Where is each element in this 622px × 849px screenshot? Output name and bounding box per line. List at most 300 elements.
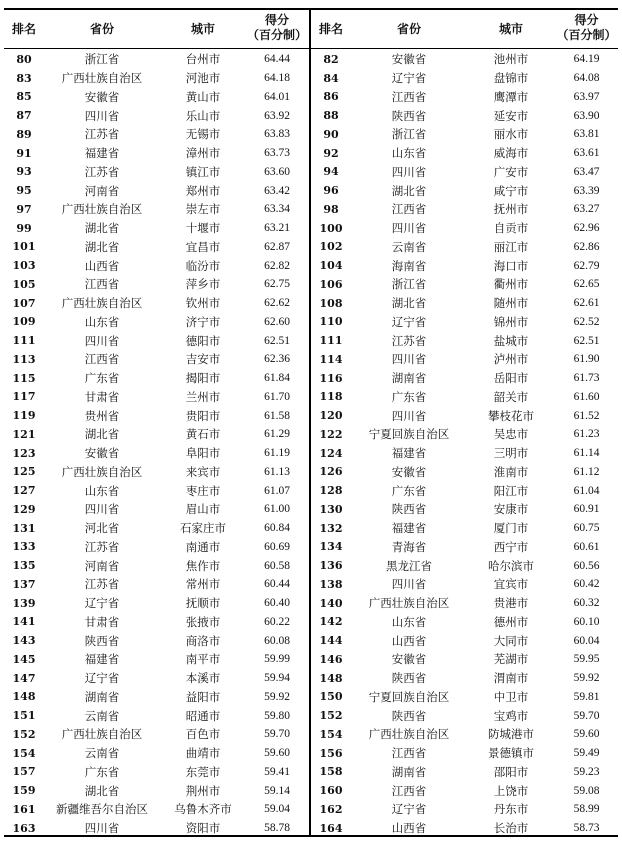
left-rank-cell: 143 <box>12 634 36 648</box>
left-province-cell: 湖北省 <box>84 239 120 254</box>
right-province-cell: 安徽省 <box>391 652 427 667</box>
left-city-cell: 南通市 <box>185 539 221 554</box>
right-city-cell: 池州市 <box>493 52 529 67</box>
left-province-cell: 福建省 <box>84 652 120 667</box>
left-score-cell: 59.04 <box>264 803 290 816</box>
right-city-cell: 西宁市 <box>493 539 529 554</box>
left-score-cell: 61.84 <box>264 372 290 385</box>
right-rank-cell: 108 <box>319 296 343 310</box>
right-score-cell: 62.79 <box>573 259 600 272</box>
left-rank-cell: 111 <box>12 334 36 348</box>
right-rank-cell: 90 <box>323 127 339 141</box>
right-city-cell: 贵港市 <box>493 596 529 611</box>
right-city-cell: 景德镇市 <box>488 746 534 761</box>
left-province-cell: 山东省 <box>84 483 120 498</box>
right-city-cell: 宜宾市 <box>493 577 529 592</box>
table-row <box>4 350 618 369</box>
right-province-cell: 福建省 <box>391 521 427 536</box>
left-province-cell: 甘肃省 <box>84 614 120 629</box>
table-row <box>4 406 618 425</box>
left-score-cell: 62.36 <box>264 353 290 366</box>
left-province-cell: 云南省 <box>84 708 120 723</box>
left-score-cell: 63.42 <box>264 184 290 197</box>
left-rank-cell: 117 <box>12 390 36 404</box>
left-province-cell: 山西省 <box>84 258 120 273</box>
left-rank-cell: 91 <box>16 146 32 160</box>
left-score-cell: 61.00 <box>264 503 290 516</box>
left-score-cell: 62.60 <box>264 315 290 328</box>
right-province-cell: 江西省 <box>391 89 427 104</box>
left-province-cell: 新疆维吾尔自治区 <box>56 802 148 817</box>
right-score-cell: 61.04 <box>573 484 600 497</box>
left-province-cell: 广东省 <box>84 764 120 779</box>
right-rank-cell: 140 <box>319 596 343 610</box>
right-rank-cell: 86 <box>323 90 339 104</box>
left-rank-cell: 147 <box>12 671 36 685</box>
right-city-cell: 随州市 <box>493 296 529 311</box>
right-city-cell: 自贡市 <box>493 221 529 236</box>
left-city-cell: 张掖市 <box>185 614 221 629</box>
right-rank-cell: 116 <box>319 371 343 385</box>
table-row <box>4 106 618 125</box>
right-rank-cell: 144 <box>319 634 343 648</box>
right-province-cell: 安徽省 <box>391 52 427 67</box>
right-score-cell: 62.52 <box>573 315 600 328</box>
right-score-cell: 64.08 <box>573 72 600 85</box>
left-city-cell: 商洛市 <box>185 633 221 648</box>
right-rank-cell: 160 <box>319 784 343 798</box>
right-score-cell: 63.61 <box>573 147 600 160</box>
right-province-cell: 福建省 <box>391 446 427 461</box>
right-city-cell: 丹东市 <box>493 802 529 817</box>
header-score-label: 得分 <box>264 13 289 27</box>
left-score-cell: 59.14 <box>264 784 290 797</box>
left-city-cell: 济宁市 <box>185 314 221 329</box>
right-province-cell: 云南省 <box>391 239 427 254</box>
right-city-cell: 海口市 <box>493 258 529 273</box>
right-rank-cell: 146 <box>319 652 343 666</box>
right-city-cell: 韶关市 <box>493 389 529 404</box>
right-province-cell: 辽宁省 <box>391 71 427 86</box>
table-row <box>4 200 618 219</box>
right-province-cell: 四川省 <box>391 221 427 236</box>
right-city-cell: 长治市 <box>493 821 529 836</box>
left-province-cell: 江苏省 <box>84 127 120 142</box>
table-row <box>4 313 618 332</box>
left-rank-cell: 85 <box>16 90 32 104</box>
left-rank-cell: 137 <box>12 577 36 591</box>
left-score-cell: 63.83 <box>264 128 290 141</box>
left-rank-cell: 154 <box>12 746 36 760</box>
header-score-label: 得分 <box>574 13 599 27</box>
right-province-cell: 广西壮族自治区 <box>368 596 450 611</box>
left-score-cell: 61.70 <box>264 390 290 403</box>
left-rank-cell: 103 <box>12 259 36 273</box>
right-city-cell: 上饶市 <box>493 783 529 798</box>
right-score-cell: 59.60 <box>573 728 600 741</box>
left-province-cell: 贵州省 <box>84 408 120 423</box>
left-rank-cell: 107 <box>12 296 36 310</box>
left-province-cell: 四川省 <box>84 502 120 517</box>
table-row <box>4 800 618 819</box>
right-score-cell: 62.61 <box>573 297 600 310</box>
left-province-cell: 河南省 <box>84 558 120 573</box>
right-province-cell: 江苏省 <box>391 333 427 348</box>
left-city-cell: 来宾市 <box>185 464 221 479</box>
right-score-cell: 63.81 <box>573 128 600 141</box>
header-score-right <box>555 10 618 46</box>
left-rank-cell: 83 <box>16 71 32 85</box>
right-city-cell: 延安市 <box>493 108 529 123</box>
right-score-cell: 60.91 <box>573 503 600 516</box>
left-score-cell: 61.13 <box>264 465 290 478</box>
table-row <box>4 481 618 500</box>
left-province-cell: 河北省 <box>84 521 120 536</box>
left-province-cell: 浙江省 <box>84 52 120 67</box>
right-province-cell: 陕西省 <box>391 502 427 517</box>
right-province-cell: 海南省 <box>391 258 427 273</box>
left-rank-cell: 163 <box>12 821 36 835</box>
right-rank-cell: 126 <box>319 465 343 479</box>
left-score-cell: 58.78 <box>264 822 290 835</box>
left-city-cell: 黄石市 <box>185 427 221 442</box>
left-city-cell: 宜昌市 <box>185 239 221 254</box>
right-score-cell: 61.14 <box>573 447 600 460</box>
right-city-cell: 德州市 <box>493 614 529 629</box>
left-score-cell: 62.62 <box>264 297 290 310</box>
right-province-cell: 湖北省 <box>391 183 427 198</box>
left-province-cell: 福建省 <box>84 146 120 161</box>
right-province-cell: 四川省 <box>391 352 427 367</box>
left-score-cell: 61.07 <box>264 484 290 497</box>
right-city-cell: 吴忠市 <box>493 427 529 442</box>
left-city-cell: 昭通市 <box>185 708 221 723</box>
right-province-cell: 湖南省 <box>391 371 427 386</box>
left-rank-cell: 115 <box>12 371 36 385</box>
left-score-cell: 59.60 <box>264 747 290 760</box>
table-row <box>4 444 618 463</box>
right-score-cell: 61.23 <box>573 428 600 441</box>
left-score-cell: 61.58 <box>264 409 290 422</box>
left-province-cell: 湖北省 <box>84 427 120 442</box>
table-row <box>4 669 618 688</box>
left-rank-cell: 152 <box>12 727 36 741</box>
table-row <box>4 463 618 482</box>
table-row <box>4 725 618 744</box>
right-city-cell: 岳阳市 <box>493 371 529 386</box>
left-score-cell: 59.41 <box>264 765 290 778</box>
header-score-unit: （百分制） <box>246 28 307 42</box>
right-score-cell: 60.75 <box>573 522 600 535</box>
right-rank-cell: 82 <box>323 52 339 66</box>
table-row <box>4 575 618 594</box>
right-rank-cell: 134 <box>319 540 343 554</box>
right-city-cell: 咸宁市 <box>493 183 529 198</box>
right-rank-cell: 106 <box>319 277 343 291</box>
right-province-cell: 山东省 <box>391 146 427 161</box>
left-rank-cell: 157 <box>12 765 36 779</box>
right-rank-cell: 94 <box>323 165 339 179</box>
header-score-unit: （百分制） <box>556 28 617 42</box>
right-province-cell: 湖北省 <box>391 296 427 311</box>
left-score-cell: 61.19 <box>264 447 290 460</box>
table-row <box>4 538 618 557</box>
left-province-cell: 江西省 <box>84 352 120 367</box>
right-city-cell: 防城港市 <box>488 727 534 742</box>
left-province-cell: 广西壮族自治区 <box>61 727 143 742</box>
right-score-cell: 63.97 <box>573 90 600 103</box>
left-score-cell: 63.92 <box>264 109 290 122</box>
right-score-cell: 58.73 <box>573 822 600 835</box>
right-score-cell: 59.81 <box>573 690 600 703</box>
right-rank-cell: 162 <box>319 802 343 816</box>
table-header <box>4 10 618 46</box>
table-row <box>4 88 618 107</box>
right-score-cell: 62.65 <box>573 278 600 291</box>
right-rank-cell: 132 <box>319 521 343 535</box>
table-row <box>4 744 618 763</box>
table-row <box>4 594 618 613</box>
left-city-cell: 抚顺市 <box>185 596 221 611</box>
right-score-cell: 61.90 <box>573 353 600 366</box>
left-city-cell: 乌鲁木齐市 <box>174 802 232 817</box>
left-province-cell: 江苏省 <box>84 577 120 592</box>
left-city-cell: 百色市 <box>185 727 221 742</box>
left-province-cell: 江苏省 <box>84 164 120 179</box>
right-score-cell: 60.10 <box>573 615 600 628</box>
left-rank-cell: 125 <box>12 465 36 479</box>
right-score-cell: 60.42 <box>573 578 600 591</box>
table-row <box>4 631 618 650</box>
table-row <box>4 650 618 669</box>
right-city-cell: 广安市 <box>493 164 529 179</box>
table-row <box>4 388 618 407</box>
table-row <box>4 556 618 575</box>
left-score-cell: 60.58 <box>264 559 290 572</box>
right-score-cell: 61.52 <box>573 409 600 422</box>
right-score-cell: 61.60 <box>573 390 600 403</box>
table-row <box>4 144 618 163</box>
left-rank-cell: 87 <box>16 109 32 123</box>
right-rank-cell: 136 <box>319 559 343 573</box>
left-province-cell: 四川省 <box>84 333 120 348</box>
right-province-cell: 广东省 <box>391 483 427 498</box>
left-city-cell: 曲靖市 <box>185 746 221 761</box>
left-rank-cell: 119 <box>12 409 36 423</box>
right-rank-cell: 142 <box>319 615 343 629</box>
left-city-cell: 石家庄市 <box>180 521 226 536</box>
right-rank-cell: 120 <box>319 409 343 423</box>
left-province-cell: 辽宁省 <box>84 596 120 611</box>
right-score-cell: 59.70 <box>573 709 600 722</box>
right-city-cell: 淮南市 <box>493 464 529 479</box>
left-rank-cell: 123 <box>12 446 36 460</box>
right-score-cell: 62.96 <box>573 222 600 235</box>
right-city-cell: 宝鸡市 <box>493 708 529 723</box>
right-province-cell: 黑龙江省 <box>386 558 432 573</box>
header-city-left: 城市 <box>190 21 215 36</box>
right-score-cell: 61.73 <box>573 372 600 385</box>
right-city-cell: 盘锦市 <box>493 71 529 86</box>
right-rank-cell: 110 <box>319 315 343 329</box>
left-rank-cell: 151 <box>12 709 36 723</box>
left-city-cell: 荆州市 <box>185 783 221 798</box>
right-city-cell: 三明市 <box>493 446 529 461</box>
right-score-cell: 58.99 <box>573 803 600 816</box>
left-rank-cell: 93 <box>16 165 32 179</box>
table-row <box>4 688 618 707</box>
right-score-cell: 59.95 <box>573 653 600 666</box>
left-province-cell: 湖北省 <box>84 221 120 236</box>
left-rank-cell: 159 <box>12 784 36 798</box>
left-score-cell: 61.29 <box>264 428 290 441</box>
right-city-cell: 渭南市 <box>493 671 529 686</box>
right-rank-cell: 148 <box>319 671 343 685</box>
right-province-cell: 陕西省 <box>391 108 427 123</box>
right-province-cell: 辽宁省 <box>391 314 427 329</box>
right-city-cell: 衢州市 <box>493 277 529 292</box>
right-province-cell: 山西省 <box>391 821 427 836</box>
left-province-cell: 江苏省 <box>84 539 120 554</box>
left-province-cell: 安徽省 <box>84 446 120 461</box>
left-city-cell: 漳州市 <box>185 146 221 161</box>
right-score-cell: 63.27 <box>573 203 600 216</box>
left-rank-cell: 133 <box>12 540 36 554</box>
left-score-cell: 62.75 <box>264 278 290 291</box>
left-rank-cell: 127 <box>12 484 36 498</box>
right-city-cell: 丽水市 <box>493 127 529 142</box>
left-city-cell: 南平市 <box>185 652 221 667</box>
right-rank-cell: 84 <box>323 71 339 85</box>
left-score-cell: 63.34 <box>264 203 290 216</box>
left-province-cell: 广西壮族自治区 <box>61 202 143 217</box>
left-score-cell: 60.44 <box>264 578 290 591</box>
right-province-cell: 四川省 <box>391 408 427 423</box>
right-score-cell: 64.19 <box>573 53 600 66</box>
right-city-cell: 抚州市 <box>493 202 529 217</box>
table-row <box>4 425 618 444</box>
left-score-cell: 59.92 <box>264 690 290 703</box>
left-province-cell: 辽宁省 <box>84 671 120 686</box>
right-score-cell: 63.90 <box>573 109 600 122</box>
table-row <box>4 125 618 144</box>
right-rank-cell: 98 <box>323 202 339 216</box>
right-province-cell: 江西省 <box>391 202 427 217</box>
right-score-cell: 60.32 <box>573 597 600 610</box>
right-rank-cell: 164 <box>319 821 343 835</box>
left-province-cell: 江西省 <box>84 277 120 292</box>
table-row <box>4 500 618 519</box>
left-score-cell: 63.60 <box>264 165 290 178</box>
left-province-cell: 广东省 <box>84 371 120 386</box>
right-province-cell: 宁夏回族自治区 <box>368 427 450 442</box>
right-rank-cell: 158 <box>319 765 343 779</box>
left-province-cell: 湖南省 <box>84 689 120 704</box>
right-score-cell: 59.08 <box>573 784 600 797</box>
right-city-cell: 泸州市 <box>493 352 529 367</box>
left-score-cell: 64.01 <box>264 90 290 103</box>
left-score-cell: 59.80 <box>264 709 290 722</box>
header-city-right: 城市 <box>498 21 523 36</box>
right-score-cell: 60.56 <box>573 559 600 572</box>
right-score-cell: 61.12 <box>573 465 600 478</box>
left-city-cell: 兰州市 <box>185 389 221 404</box>
table-row <box>4 50 618 69</box>
right-province-cell: 辽宁省 <box>391 802 427 817</box>
left-province-cell: 山东省 <box>84 314 120 329</box>
table-row <box>4 256 618 275</box>
left-score-cell: 64.18 <box>264 72 290 85</box>
table-row <box>4 275 618 294</box>
right-score-cell: 62.51 <box>573 334 600 347</box>
left-province-cell: 四川省 <box>84 108 120 123</box>
left-city-cell: 萍乡市 <box>185 277 221 292</box>
right-rank-cell: 102 <box>319 240 343 254</box>
right-city-cell: 芜湖市 <box>493 652 529 667</box>
left-city-cell: 十堰市 <box>185 221 221 236</box>
left-score-cell: 60.84 <box>264 522 290 535</box>
right-city-cell: 安康市 <box>493 502 529 517</box>
right-score-cell: 63.47 <box>573 165 600 178</box>
right-province-cell: 安徽省 <box>391 464 427 479</box>
left-city-cell: 本溪市 <box>185 671 221 686</box>
left-score-cell: 60.08 <box>264 634 290 647</box>
right-city-cell: 哈尔滨市 <box>488 558 534 573</box>
right-city-cell: 攀枝花市 <box>488 408 534 423</box>
left-rank-cell: 129 <box>12 502 36 516</box>
right-score-cell: 59.23 <box>573 765 600 778</box>
right-rank-cell: 152 <box>319 709 343 723</box>
right-score-cell: 59.92 <box>573 672 600 685</box>
right-rank-cell: 100 <box>319 221 343 235</box>
left-rank-cell: 121 <box>12 427 36 441</box>
left-rank-cell: 161 <box>12 802 36 816</box>
right-city-cell: 鹰潭市 <box>493 89 529 104</box>
right-province-cell: 湖南省 <box>391 764 427 779</box>
left-city-cell: 无锡市 <box>185 127 221 142</box>
left-city-cell: 常州市 <box>185 577 221 592</box>
left-score-cell: 62.51 <box>264 334 290 347</box>
left-rank-cell: 131 <box>12 521 36 535</box>
right-score-cell: 59.49 <box>573 747 600 760</box>
left-rank-cell: 135 <box>12 559 36 573</box>
header-rank-right: 排名 <box>318 21 343 36</box>
table-row <box>4 763 618 782</box>
left-rank-cell: 80 <box>16 52 32 66</box>
header-province-right: 省份 <box>396 21 421 36</box>
left-score-cell: 60.22 <box>264 615 290 628</box>
left-rank-cell: 95 <box>16 184 32 198</box>
right-province-cell: 宁夏回族自治区 <box>368 689 450 704</box>
left-province-cell: 陕西省 <box>84 633 120 648</box>
right-city-cell: 邵阳市 <box>493 764 529 779</box>
right-province-cell: 广东省 <box>391 389 427 404</box>
left-city-cell: 东莞市 <box>185 764 221 779</box>
left-province-cell: 甘肃省 <box>84 389 120 404</box>
table-row <box>4 781 618 800</box>
left-rank-cell: 113 <box>12 352 36 366</box>
right-province-cell: 陕西省 <box>391 671 427 686</box>
right-city-cell: 阳江市 <box>493 483 529 498</box>
right-province-cell: 浙江省 <box>391 127 427 142</box>
left-city-cell: 崇左市 <box>185 202 221 217</box>
left-city-cell: 贵阳市 <box>185 408 221 423</box>
right-rank-cell: 104 <box>319 259 343 273</box>
left-province-cell: 安徽省 <box>84 89 120 104</box>
right-score-cell: 60.61 <box>573 540 600 553</box>
left-rank-cell: 109 <box>12 315 36 329</box>
left-rank-cell: 148 <box>12 690 36 704</box>
